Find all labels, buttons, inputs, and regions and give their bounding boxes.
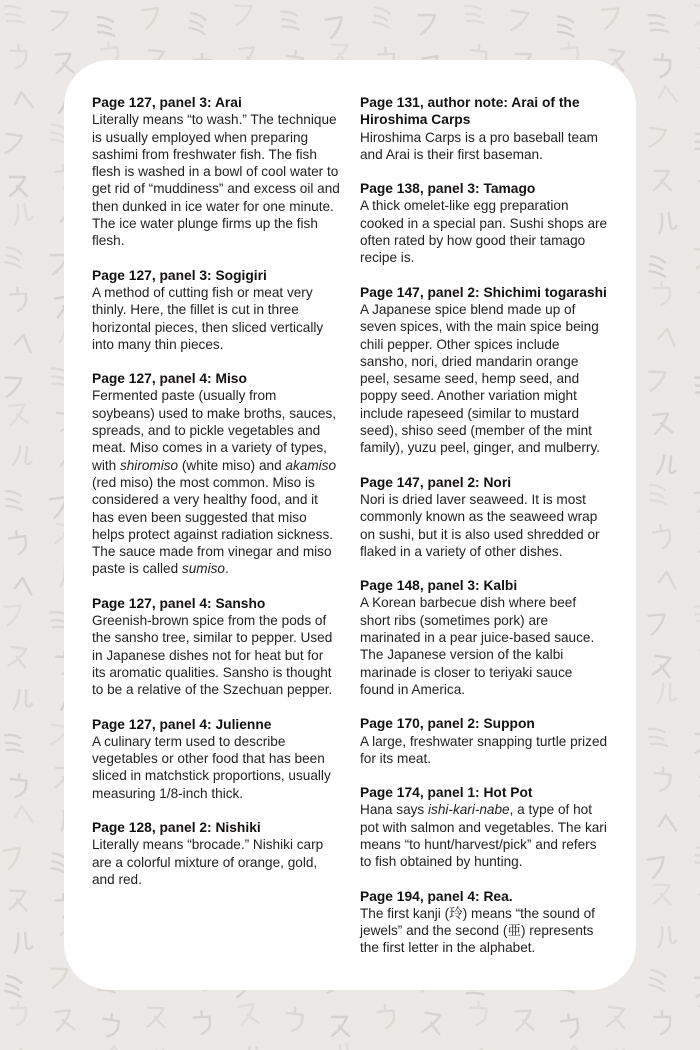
glossary-entry	[92, 716, 340, 802]
glossary-entry	[92, 819, 340, 888]
entry-body: Literally means “brocade.” Nishiki carp are a colorful mixture of orange, gold, and red.	[92, 837, 324, 887]
entry-body: A large, freshwater snapping turtle prized for its meat.	[360, 733, 608, 766]
glossary-entry	[92, 370, 340, 578]
glossary-entry	[360, 284, 608, 457]
entry-body: A method of cutting fish or meat very thinly. Here, the fillet is cut in three horizontal pieces, then sliced vertically into many thin pieces.	[92, 284, 324, 352]
entry-body: Hana says ishi-kari-nabe, a type of hot pot with salmon and vegetables. The kari means “to hunt/harvest/pick” and refers to fish obtained by hunting.	[360, 802, 607, 870]
entry-body: A Japanese spice blend made up of seven spices, with the main spice being chili pepper. Other spices include sansho, nori, dried mandarin orange peel, sesame seed, hemp seed, and poppy seed. Another variation might include rapeseed (similar to mustard seed), shiso seed (member of the mint family), yuzu peel, ginger, and mulberry.	[360, 301, 601, 456]
glossary-entry	[92, 94, 340, 250]
entry-body: Hiroshima Carps is a pro baseball team and Arai is their first baseman.	[360, 129, 598, 162]
glossary-entry	[360, 474, 608, 560]
entry-heading: Page 128, panel 2: Nishiki	[92, 819, 261, 835]
entry-heading: Page 127, panel 4: Julienne	[92, 716, 272, 732]
entry-heading: Page 194, panel 4: Rea.	[360, 888, 513, 904]
glossary-entry	[360, 715, 608, 767]
glossary-entry	[360, 180, 608, 266]
entry-heading: Page 127, panel 3: Arai	[92, 95, 242, 110]
entry-body: Fermented paste (usually from soybeans) used to make broths, sauces, spreads, and to pickle vegetables and meat. Miso comes in a variety of types, with shiromiso (white miso) and akamiso (red miso) the most common. Miso is considered a very healthy food, and it has even been suggested that miso helps protect against radiation sickness. The sauce made from vinegar and miso paste is called sumiso.	[92, 388, 337, 577]
entry-body: Nori is dried laver seaweed. It is most commonly known as the seaweed wrap on sushi, but it is also used shredded or flaked in a variety of other dishes.	[360, 491, 600, 559]
entry-heading: Page 148, panel 3: Kalbi	[360, 578, 518, 594]
entry-heading: Page 127, panel 4: Miso	[92, 371, 247, 387]
entry-body: A thick omelet-like egg preparation cooked in a special pan. Sushi shops are often rated by how good their tamago recipe is.	[360, 198, 608, 266]
entry-heading: Page 138, panel 3: Tamago	[360, 181, 536, 197]
glossary-entry	[360, 784, 608, 870]
glossary-entry	[360, 577, 608, 698]
entry-body: A culinary term used to describe vegetables or other food that has been sliced in matchstick proportions, usually measuring 1/8-inch thick.	[92, 733, 331, 801]
entry-heading: Page 131, author note: Arai of the Hiroshima Carps	[360, 95, 580, 128]
entry-heading: Page 147, panel 2: Nori	[360, 474, 512, 490]
entry-body: A Korean barbecue dish where beef short ribs (sometimes pork) are marinated in a pear juice-based sauce. The Japanese version of the kalbi marinade is closer to teriyaki sauce found in America.	[360, 595, 595, 697]
entry-heading: Page 127, panel 4: Sansho	[92, 595, 266, 611]
glossary-entry	[92, 595, 340, 699]
entry-body: Greenish-brown spice from the pods of the sansho tree, similar to pepper. Used in Japanese dishes not for heat but for its aromatic qualities. Sansho is thought to be a relative of the Szechuan pepper.	[92, 613, 333, 698]
entry-body: The first kanji (玲) means “the sound of jewels” and the second (亜) represents the first letter in the alphabet.	[360, 905, 595, 956]
glossary-entry	[92, 267, 340, 353]
entry-heading: Page 170, panel 2: Suppon	[360, 716, 535, 732]
entry-heading: Page 147, panel 2: Shichimi togarashi	[360, 284, 607, 300]
glossary-column-left	[92, 94, 340, 962]
glossary-entry	[360, 94, 608, 163]
glossary-entry	[360, 888, 608, 957]
entry-body: Literally means “to wash.” The technique is usually employed when preparing sashimi from freshwater fish. The fish flesh is washed in a bowl of cool water to get rid of “muddiness” and excess oil and then dunked in ice water for one minute. The ice water plunge firms up the fish flesh.	[92, 112, 340, 249]
entry-heading: Page 174, panel 1: Hot Pot	[360, 785, 533, 801]
glossary-column-right	[360, 94, 608, 962]
glossary-card	[64, 60, 636, 990]
entry-heading: Page 127, panel 3: Sogigiri	[92, 267, 267, 283]
